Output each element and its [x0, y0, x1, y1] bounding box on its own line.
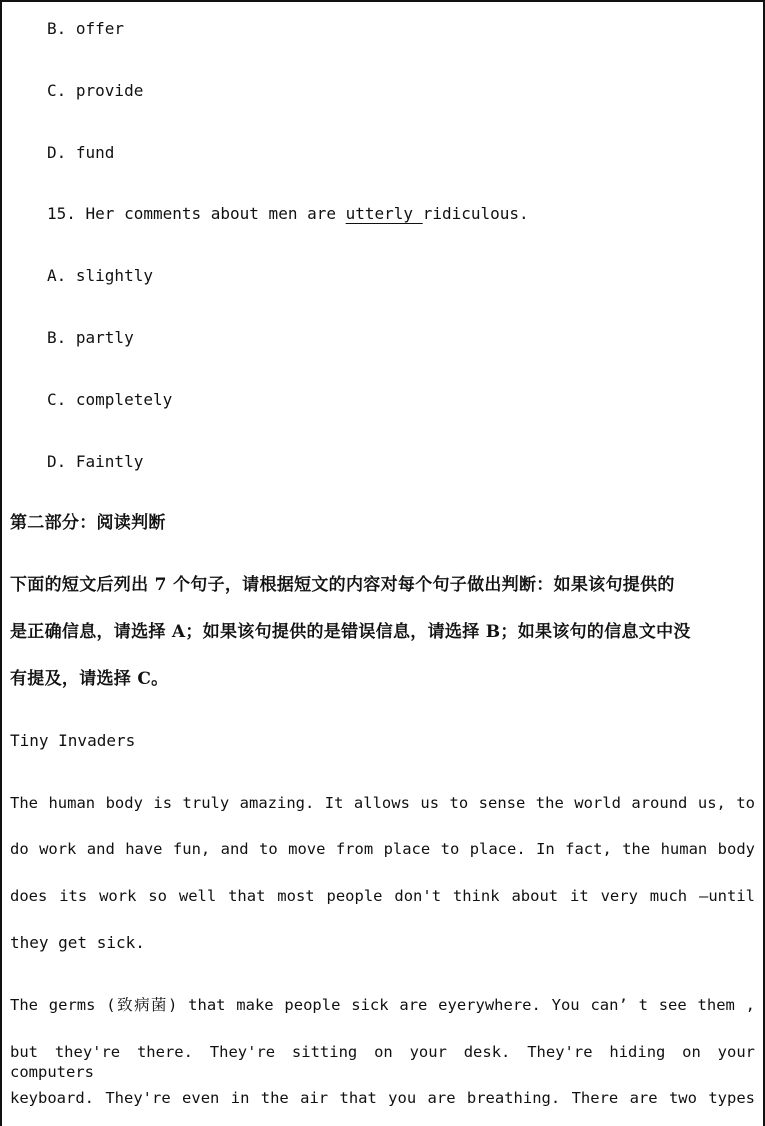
- paragraph-2-line-3: keyboard. They're even in the air that you are breathing. There are two types: [10, 1089, 755, 1107]
- instruction-line-2: 是正确信息，请选择 A；如果该句提供的是错误信息，请选择 B；如果该句的信息文中没: [10, 622, 691, 642]
- paragraph-1-line-1: The human body is truly amazing. It allows us to sense the world around us, to: [10, 794, 755, 812]
- option-d-faintly: D. Faintly: [47, 452, 144, 471]
- question-15: [47, 204, 529, 224]
- paragraph-1-line-3: does its work so well that most people don't think about it very much —until: [10, 887, 755, 905]
- option-d-fund: D. fund: [47, 143, 115, 162]
- paragraph-1-line-4: they get sick.: [10, 933, 145, 952]
- underlined-word: utterly: [345, 204, 423, 223]
- option-c-provide: C. provide: [47, 81, 144, 100]
- instruction-line-3: 有提及，请选择 C。: [10, 669, 169, 689]
- paragraph-2-line-1: The germs (致病菌) that make people sick are eyerywhere. You can’ t see them ,: [10, 996, 755, 1014]
- option-c-completely: C. completely: [47, 390, 173, 409]
- option-b-partly: B. partly: [47, 328, 134, 347]
- passage-title: Tiny Invaders: [10, 731, 136, 750]
- paragraph-2-line-2: but they're there. They're sitting on your desk. They're hiding on your computers: [10, 1043, 755, 1081]
- option-a-slightly: A. slightly: [47, 266, 153, 285]
- instruction-line-1: 下面的短文后列出 7 个句子，请根据短文的内容对每个句子做出判断：如果该句提供的: [10, 575, 675, 595]
- question-15-prefix: 15. Her comments about men are: [47, 204, 346, 223]
- option-b-offer: B. offer: [47, 19, 125, 38]
- question-15-suffix: ridiculous.: [422, 204, 529, 223]
- paragraph-1-line-2: do work and have fun, and to move from place to place. In fact, the human body: [10, 840, 755, 858]
- section-heading: 第二部分：阅读判断: [10, 513, 166, 533]
